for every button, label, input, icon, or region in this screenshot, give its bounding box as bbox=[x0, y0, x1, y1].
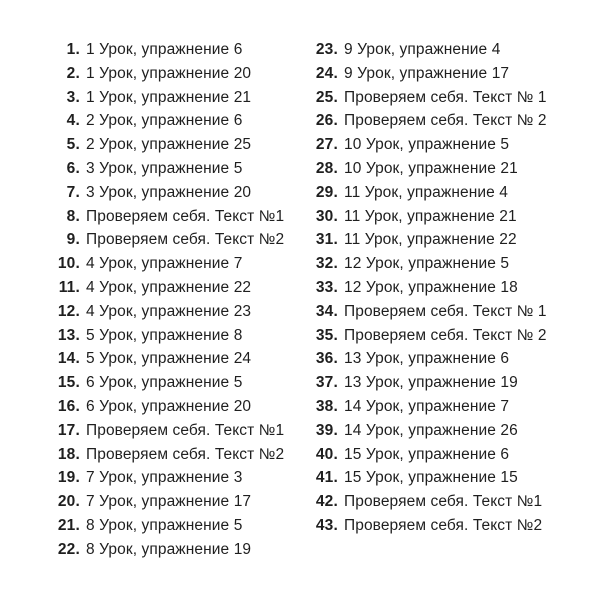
item-number: 34. bbox=[315, 302, 338, 320]
item-number: 17. bbox=[57, 421, 80, 439]
item-text: 8 Урок, упражнение 5 bbox=[86, 516, 243, 534]
list-item bbox=[42, 157, 284, 181]
item-text: 2 Урок, упражнение 6 bbox=[86, 112, 243, 130]
item-number: 28. bbox=[315, 159, 338, 177]
list-item bbox=[42, 133, 284, 157]
list-item bbox=[42, 181, 284, 205]
item-number: 6. bbox=[66, 159, 80, 177]
list-item bbox=[42, 514, 284, 538]
list-item bbox=[300, 205, 547, 229]
item-number: 2. bbox=[66, 64, 80, 82]
item-number: 10. bbox=[57, 255, 80, 273]
item-text: Проверяем себя. Текст № 1 bbox=[344, 302, 547, 320]
item-number: 20. bbox=[57, 493, 80, 511]
item-number: 29. bbox=[315, 183, 338, 201]
item-number: 30. bbox=[315, 207, 338, 225]
item-text: Проверяем себя. Текст № 1 bbox=[344, 88, 547, 106]
item-number: 27. bbox=[315, 136, 338, 154]
item-number: 9. bbox=[66, 231, 80, 249]
item-number: 13. bbox=[57, 326, 80, 344]
list-item bbox=[300, 181, 547, 205]
item-text: 12 Урок, упражнение 5 bbox=[344, 255, 510, 273]
item-number: 3. bbox=[66, 88, 80, 106]
item-text: 7 Урок, упражнение 3 bbox=[86, 469, 243, 487]
item-number: 19. bbox=[57, 469, 80, 487]
item-number: 22. bbox=[57, 540, 80, 558]
item-number: 39. bbox=[315, 421, 338, 439]
item-text: 11 Урок, упражнение 21 bbox=[344, 207, 517, 225]
item-number: 32. bbox=[315, 255, 338, 273]
item-text: Проверяем себя. Текст №2 bbox=[86, 445, 285, 463]
list-item bbox=[300, 324, 547, 348]
list-item bbox=[42, 490, 284, 514]
item-text: 15 Урок, упражнение 15 bbox=[344, 469, 518, 487]
list-item bbox=[42, 395, 284, 419]
list-item bbox=[300, 133, 547, 157]
list-item bbox=[42, 252, 284, 276]
item-number: 23. bbox=[315, 41, 338, 58]
item-number: 21. bbox=[57, 516, 80, 534]
item-text: 14 Урок, упражнение 7 bbox=[344, 397, 510, 415]
item-text: 5 Урок, упражнение 8 bbox=[86, 326, 243, 344]
item-number: 31. bbox=[315, 231, 338, 249]
list-item bbox=[300, 371, 547, 395]
list-item bbox=[300, 157, 547, 181]
item-text: 5 Урок, упражнение 24 bbox=[86, 350, 252, 368]
item-number: 8. bbox=[66, 207, 80, 225]
item-number: 40. bbox=[315, 445, 338, 463]
item-text: 7 Урок, упражнение 17 bbox=[86, 493, 252, 511]
list-column-right bbox=[300, 38, 547, 538]
item-number: 42. bbox=[315, 493, 338, 511]
item-text: 13 Урок, упражнение 6 bbox=[344, 350, 510, 368]
item-text: Проверяем себя. Текст №1 bbox=[86, 207, 285, 225]
list-item bbox=[42, 38, 284, 62]
item-text: 9 Урок, упражнение 17 bbox=[344, 64, 510, 82]
item-text: Проверяем себя. Текст №1 bbox=[86, 421, 285, 439]
list-item bbox=[42, 443, 284, 467]
item-text: 11 Урок, упражнение 4 bbox=[344, 183, 508, 201]
item-number: 37. bbox=[315, 374, 338, 392]
list-item bbox=[300, 300, 547, 324]
item-text: 11 Урок, упражнение 22 bbox=[344, 231, 517, 249]
list-item bbox=[300, 443, 547, 467]
item-number: 33. bbox=[315, 278, 338, 296]
list-item bbox=[300, 252, 547, 276]
item-text: 6 Урок, упражнение 5 bbox=[86, 374, 243, 392]
item-text: 1 Урок, упражнение 6 bbox=[86, 41, 243, 58]
item-number: 16. bbox=[57, 397, 80, 415]
list-column-left bbox=[42, 38, 284, 562]
item-number: 26. bbox=[315, 112, 338, 130]
list-item bbox=[42, 419, 284, 443]
item-text: 4 Урок, упражнение 7 bbox=[86, 255, 243, 273]
item-number: 36. bbox=[315, 350, 338, 368]
list-item bbox=[300, 466, 547, 490]
item-number: 14. bbox=[57, 350, 80, 368]
item-text: 1 Урок, упражнение 20 bbox=[86, 64, 252, 82]
item-number: 41. bbox=[315, 469, 338, 487]
item-text: Проверяем себя. Текст №2 bbox=[86, 231, 285, 249]
list-item bbox=[300, 490, 547, 514]
item-text: 4 Урок, упражнение 23 bbox=[86, 302, 252, 320]
item-number: 11. bbox=[58, 278, 80, 296]
item-text: 8 Урок, упражнение 19 bbox=[86, 540, 252, 558]
list-item bbox=[300, 62, 547, 86]
list-item bbox=[42, 538, 284, 562]
item-text: 3 Урок, упражнение 20 bbox=[86, 183, 252, 201]
item-text: 9 Урок, упражнение 4 bbox=[344, 41, 501, 58]
item-number: 43. bbox=[315, 516, 338, 534]
item-number: 7. bbox=[66, 183, 80, 201]
item-number: 38. bbox=[315, 397, 338, 415]
item-text: 15 Урок, упражнение 6 bbox=[344, 445, 510, 463]
item-number: 15. bbox=[57, 374, 80, 392]
list-item bbox=[42, 324, 284, 348]
item-text: Проверяем себя. Текст № 2 bbox=[344, 326, 547, 344]
item-text: Проверяем себя. Текст №1 bbox=[344, 493, 543, 511]
item-text: 2 Урок, упражнение 25 bbox=[86, 136, 252, 154]
item-text: 3 Урок, упражнение 5 bbox=[86, 159, 243, 177]
list-item bbox=[42, 62, 284, 86]
list-item bbox=[300, 228, 547, 252]
item-number: 25. bbox=[315, 88, 338, 106]
item-number: 35. bbox=[315, 326, 338, 344]
item-text: 13 Урок, упражнение 19 bbox=[344, 374, 518, 392]
list-item bbox=[300, 347, 547, 371]
list-item bbox=[300, 419, 547, 443]
list-item bbox=[42, 347, 284, 371]
item-text: 10 Урок, упражнение 21 bbox=[344, 159, 518, 177]
item-number: 5. bbox=[66, 136, 80, 154]
list-item bbox=[300, 395, 547, 419]
list-item bbox=[300, 86, 547, 110]
list-item bbox=[300, 109, 547, 133]
list-item bbox=[42, 228, 284, 252]
list-item bbox=[300, 514, 547, 538]
item-text: 10 Урок, упражнение 5 bbox=[344, 136, 510, 154]
list-item bbox=[42, 205, 284, 229]
item-number: 1. bbox=[66, 41, 80, 58]
item-number: 24. bbox=[315, 64, 338, 82]
list-item bbox=[300, 276, 547, 300]
item-text: 12 Урок, упражнение 18 bbox=[344, 278, 518, 296]
list-item bbox=[42, 466, 284, 490]
list-item bbox=[42, 300, 284, 324]
item-text: 6 Урок, упражнение 20 bbox=[86, 397, 252, 415]
list-item bbox=[42, 86, 284, 110]
list-item bbox=[42, 109, 284, 133]
item-number: 12. bbox=[57, 302, 80, 320]
list-item bbox=[42, 371, 284, 395]
item-number: 18. bbox=[57, 445, 80, 463]
list-item bbox=[300, 38, 547, 62]
item-number: 4. bbox=[66, 112, 80, 130]
item-text: 14 Урок, упражнение 26 bbox=[344, 421, 518, 439]
item-text: Проверяем себя. Текст №2 bbox=[344, 516, 543, 534]
item-text: 1 Урок, упражнение 21 bbox=[86, 88, 252, 106]
item-text: 4 Урок, упражнение 22 bbox=[86, 278, 252, 296]
item-text: Проверяем себя. Текст № 2 bbox=[344, 112, 547, 130]
list-item bbox=[42, 276, 284, 300]
